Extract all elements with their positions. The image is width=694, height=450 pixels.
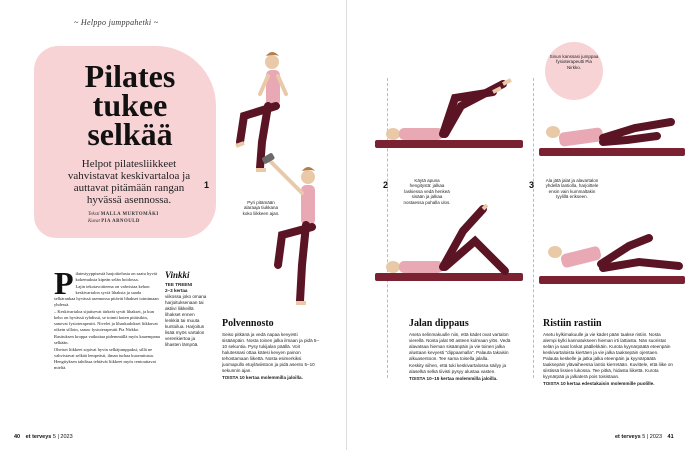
exercise-2-description: Aseta selinmakuulle niin, että kädet ovat vartalon vierellä. Nosta jalat 90 asteen kulmaan ylös. Vedä alavatsaa hieman sisäänpäin ja vie toinen jalka alustaan kevyesti "dippaamalla". Palauta takaisin alkuasentoon. Tee sama toisella jalalla. [409,332,511,361]
exercise-number-3: 3 [529,180,535,190]
photo-cross-crunch-a [539,108,687,158]
exercise-2-text [409,332,519,383]
exercise-2-caption: Käytä apuna hengitystä: jalkaa laskiessa vedä henkeä sisään ja jalkaa nostaessa puhalla ulos. [403,178,451,205]
exercise-1-reps: TOISTA 10 kertaa molemmilla jaloilla. [222,375,303,380]
exercise-2-reps: TOISTA 10–15 kertaa molemmilla jaloilla. [409,376,498,381]
exercise-1-title: Polvennosto [222,318,274,329]
folio-left [14,434,73,440]
exercise-3-title: Ristiin rastiin [543,318,602,329]
photo-leg-dip-lowered [375,205,525,285]
intro-paragraph: Rasituksen kroppa vaikuttaa pidemmällä myös kauempana selkään. [54,334,160,345]
photo-leg-dip-raised [375,76,525,152]
exercise-3-text [543,332,673,388]
title-line: selkää [87,116,173,152]
article-title [58,58,202,152]
right-page [347,0,694,450]
credit-text-label: Teksti [88,212,100,217]
intro-paragraph: ilatestyyppisestä harjoittelusta on saatu hyviä kokemuksia kipeän selän hoidossa. [75,271,158,282]
intro-paragraph: Oheiset liikkeet sopivat hyvin selkäjumppaksi, sillä ne vahvistavat selkää lempeästi, ilman turhaa kuormitusta. Hengityksen tahdissa tehtävät liikkeet myös rentouttavat mieltä. [54,347,156,370]
exercise-1-caption: Pyri pitämään alaraaja tiukkana koko liikkeen ajan. [242,200,280,216]
photo-cross-crunch-b [539,232,687,287]
tip-line: viikossa joko omana harjoituksenaan tai aktiivi liikkeillä lihakset ennen lenkkiä tai muuta kuntoilua. Harjoitus lisää myös vartalon verenkiertoa ja lihasten lämpöä. [165,294,207,347]
page-number: 41 [667,434,674,440]
magazine-name: et terveys [25,434,52,440]
quote-bubble [545,42,603,100]
photo-knee-lift-with-bottle [256,155,336,310]
magazine-name: et terveys [615,434,641,440]
exercise-number-2: 2 [383,180,389,190]
exercise-number-1: 1 [204,180,210,190]
title-line: tukee [92,87,168,123]
drop-cap: P [54,265,74,301]
column-divider [533,78,534,378]
credit-photo-author: PIA ARNOULD [101,218,140,224]
page-number: 40 [14,434,21,440]
exercise-1-text [222,332,322,382]
left-page [0,0,346,450]
section-kicker: ~ Helppo jumppahetki ~ [74,18,159,27]
folio-right [615,434,674,440]
tip-heading: Vinkki [165,270,190,280]
exercise-3-reps: TOISTA 10 kertaa edestakaisin molemmille puolille. [543,381,655,386]
credit-photo-label: Kuvat [88,218,100,224]
tip-line: 2–3 kertaa [165,288,188,293]
exercise-2-description-2: Keskity siihen, että tuki keskivartalossa säilyy ja alaselkä selkä tiivisti pysyy alustaa vasten. [409,363,507,374]
credits [88,212,188,225]
issue: 5 | 2023 [52,434,73,440]
intro-paragraph: – Keskivartaloa sijaitsevat tärkeät syvät lihakset, ja kun keho on hyvässä ryhdissä, se toimii kuten pitäisikin, sanovat fysioterapeutit. Nivelet ja lihaskudokset liikkuvat oikein silloin, sanoo fysioterapeutti Pia Nirkko. [54,309,158,332]
credit-text-author: MALLA MURTOMÄKI [100,212,159,217]
title-line: Pilates [84,58,176,94]
tip-line: TEE TREENI [165,282,193,287]
intro-body [54,265,162,372]
exercise-3-description: Asetu kylkimakuulle ja vie kädet pään taakse ristiin. Nosta alempi kylki kannatukseen hieman irti lattiasta. Nän suoristat selän ja saat lonkat päällekkäin. Kurota kyynärpäätä eteenpäin keskivartaloista kiertäen ja vie jalka taaksepäin ojentaen. Palauta keskelle ja jatka jalka eteenpäin ja kyynärpäätä taaksepäin ylävaiheessa lantio kierretään. Kuvittele, että liike on siistissä lissien lukossa. Tee pitkä, hidasta liikettä. Kurota kyynärpää ja jalkaterä pois toisistaan. [543,332,673,379]
exercise-3-caption: Ala jätä jalat ja alavartalon yhdellä lantiolla, harjoittele ensin vain kummaltakin tyylillä erikseen. [545,178,599,200]
exercise-1-description: Seiso pitkänä ja vedä napaa kevyesti sisäänpäin. Nosta toinen jalka ilmaan ja pidä 5–10 sekuntia. Pysy tukijalan päällä. Voit halutessasi ottaa kätesi kevyen painon tehostamaan liikettä. Nosta esimerkiksi juomapullo etuyläviistoon ja pidä asento 5–10 sekunnin ajan. [222,332,320,373]
intro-paragraph: Lajin tekotavoitteena on vahvistaa kehon keskivartalon syviä lihaksia ja saada selkärankaa hyvässä asennossa pitävät lihakset toimimaan yhdessä. [54,284,159,307]
lead-paragraph: Helpot pilatesliikkeet vahvistavat keskivartaloa ja auttavat pitämään rangan hyvässä asennossa. [67,158,191,206]
issue: 5 | 2023 [642,434,662,440]
physio-quote: Sinun kanssasi jumppaa fysioterapeutti Pia Nirkko. [549,54,599,70]
exercise-2-title: Jalan dippaus [409,318,469,329]
tip-box [165,270,209,348]
